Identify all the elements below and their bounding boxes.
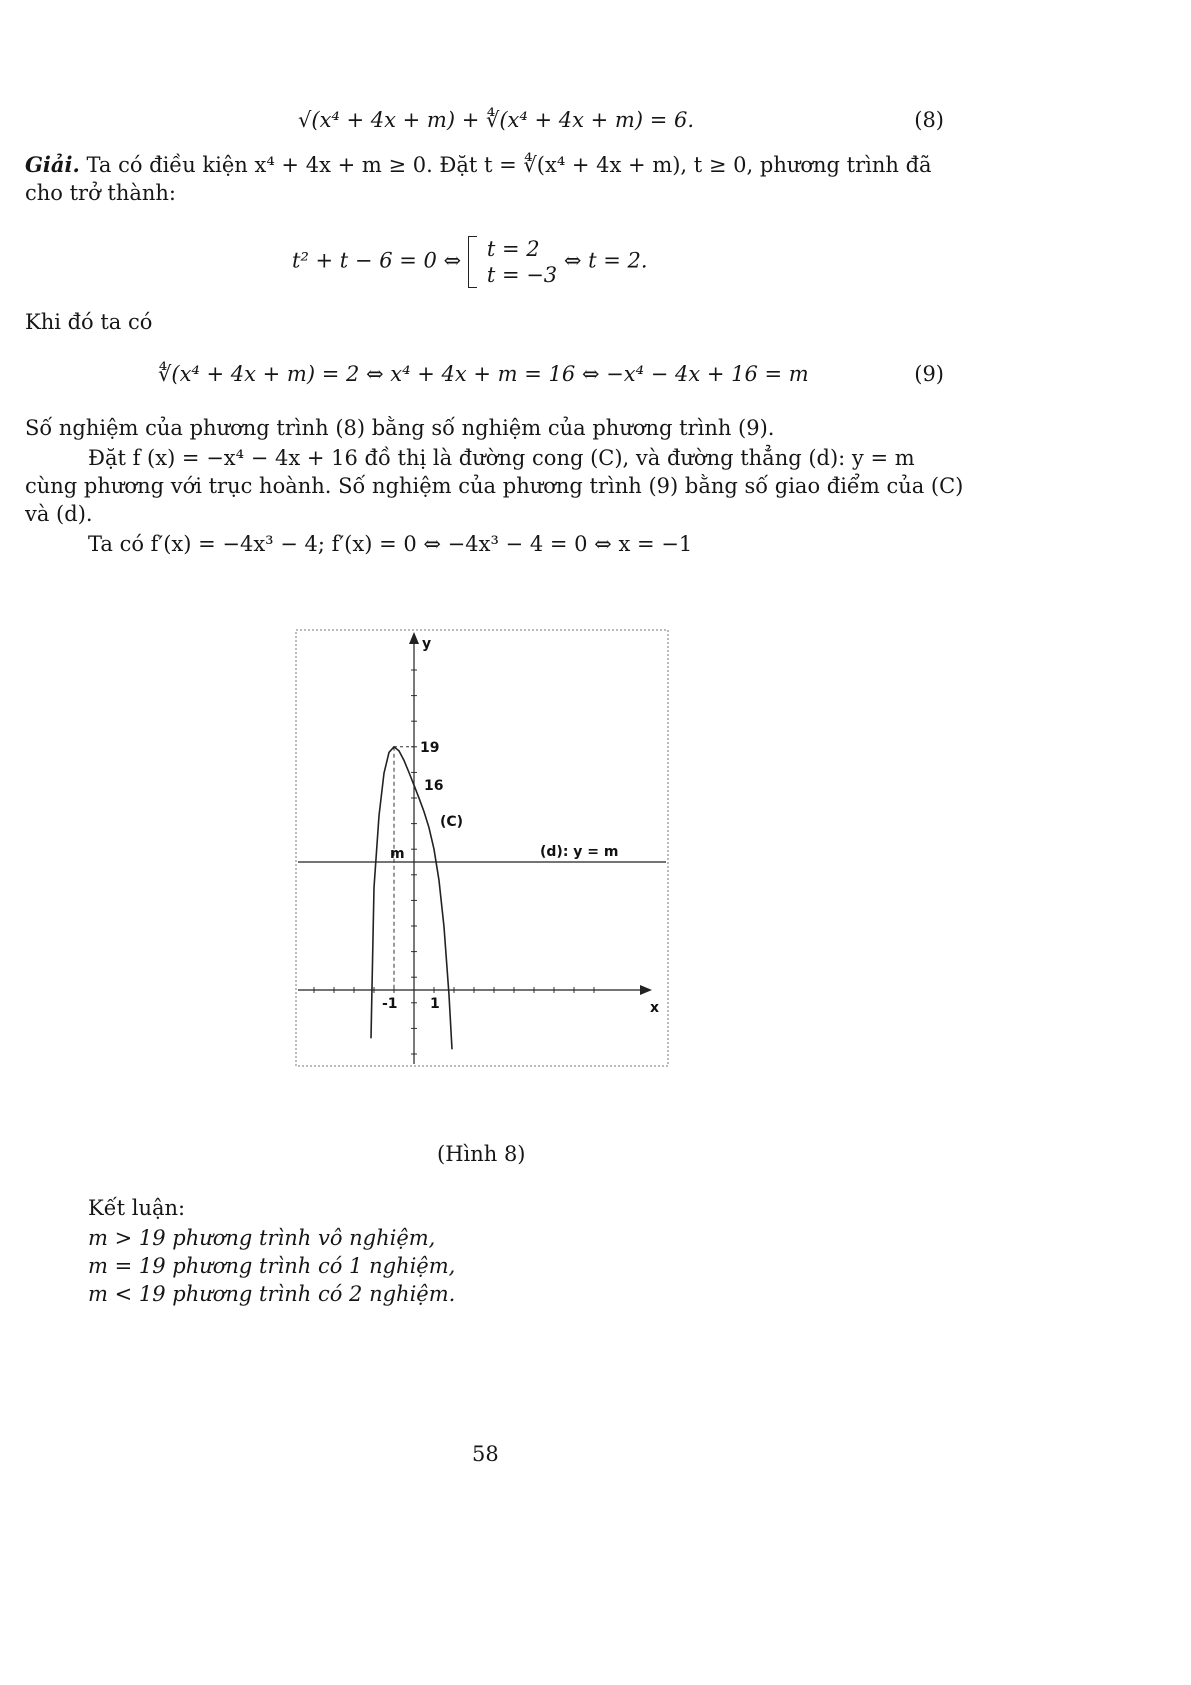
function-graph [294, 628, 670, 1068]
solution-text-1: Ta có điều kiện x⁴ + 4x + m ≥ 0. Đặt t = ∜(x⁴ + 4x + m), t ≥ 0, phương trình đã [86, 153, 932, 177]
equation-t-case-2: t = −3 [486, 263, 558, 287]
paragraph-2-line-1: Đặt f (x) = −x⁴ − 4x + 16 đồ thị là đường cong (C), và đường thẳng (d): y = m [88, 446, 915, 470]
page-number: 58 [472, 1442, 499, 1466]
equation-8 [298, 108, 694, 132]
equation-9-expr: ∜(x⁴ + 4x + m) = 2 ⇔ x⁴ + 4x + m = 16 ⇔ −x⁴ − 4x + 16 = m [158, 362, 809, 386]
equation-9-number: (9) [914, 362, 944, 386]
line-d-label: (d): y = m [540, 844, 619, 860]
y-tick-19: 19 [420, 739, 440, 756]
equation-t-cases [468, 236, 557, 288]
y-tick-16: 16 [424, 778, 444, 795]
equation-t-left: t² + t − 6 = 0 ⇔ [292, 248, 462, 273]
conclusion-item: m < 19 phương trình có 2 nghiệm. [88, 1282, 456, 1306]
equation-8-number: (8) [914, 108, 944, 132]
x-tick-1: 1 [430, 996, 440, 1012]
curve-label: (C) [440, 814, 464, 831]
m-marker-label: m [390, 846, 405, 862]
y-axis-label: y [422, 636, 432, 652]
y-axis-arrow-icon [409, 632, 419, 644]
figure-caption: (Hình 8) [437, 1142, 526, 1166]
equation-t-right: ⇔ t = 2. [563, 248, 648, 273]
solution-label: Giải. [25, 152, 80, 177]
equation-9 [158, 362, 809, 386]
paragraph-2-line-3: và (d). [25, 502, 93, 526]
khi-do-text: Khi đó ta có [25, 310, 153, 334]
paragraph-1: Số nghiệm của phương trình (8) bằng số nghiệm của phương trình (9). [25, 416, 775, 440]
equation-t [292, 236, 648, 288]
solution-line-2: cho trở thành: [25, 181, 177, 205]
equation-t-case-1: t = 2 [486, 237, 540, 261]
conclusion-item: m > 19 phương trình vô nghiệm, [88, 1226, 436, 1250]
solution-line-1 [25, 152, 932, 178]
x-axis-label: x [650, 1000, 660, 1016]
derivative-line: Ta có f′(x) = −4x³ − 4; f′(x) = 0 ⇔ −4x³ − 4 = 0 ⇔ x = −1 [88, 532, 693, 556]
x-tick-minus-1: -1 [382, 996, 398, 1012]
conclusion-title: Kết luận: [88, 1196, 186, 1220]
x-axis-arrow-icon [640, 985, 652, 995]
equation-8-expr: √(x⁴ + 4x + m) + ∜(x⁴ + 4x + m) = 6. [298, 108, 695, 132]
conclusion-item: m = 19 phương trình có 1 nghiệm, [88, 1254, 456, 1278]
paragraph-2-line-2: cùng phương với trục hoành. Số nghiệm của phương trình (9) bằng số giao điểm của (C) [25, 474, 964, 498]
